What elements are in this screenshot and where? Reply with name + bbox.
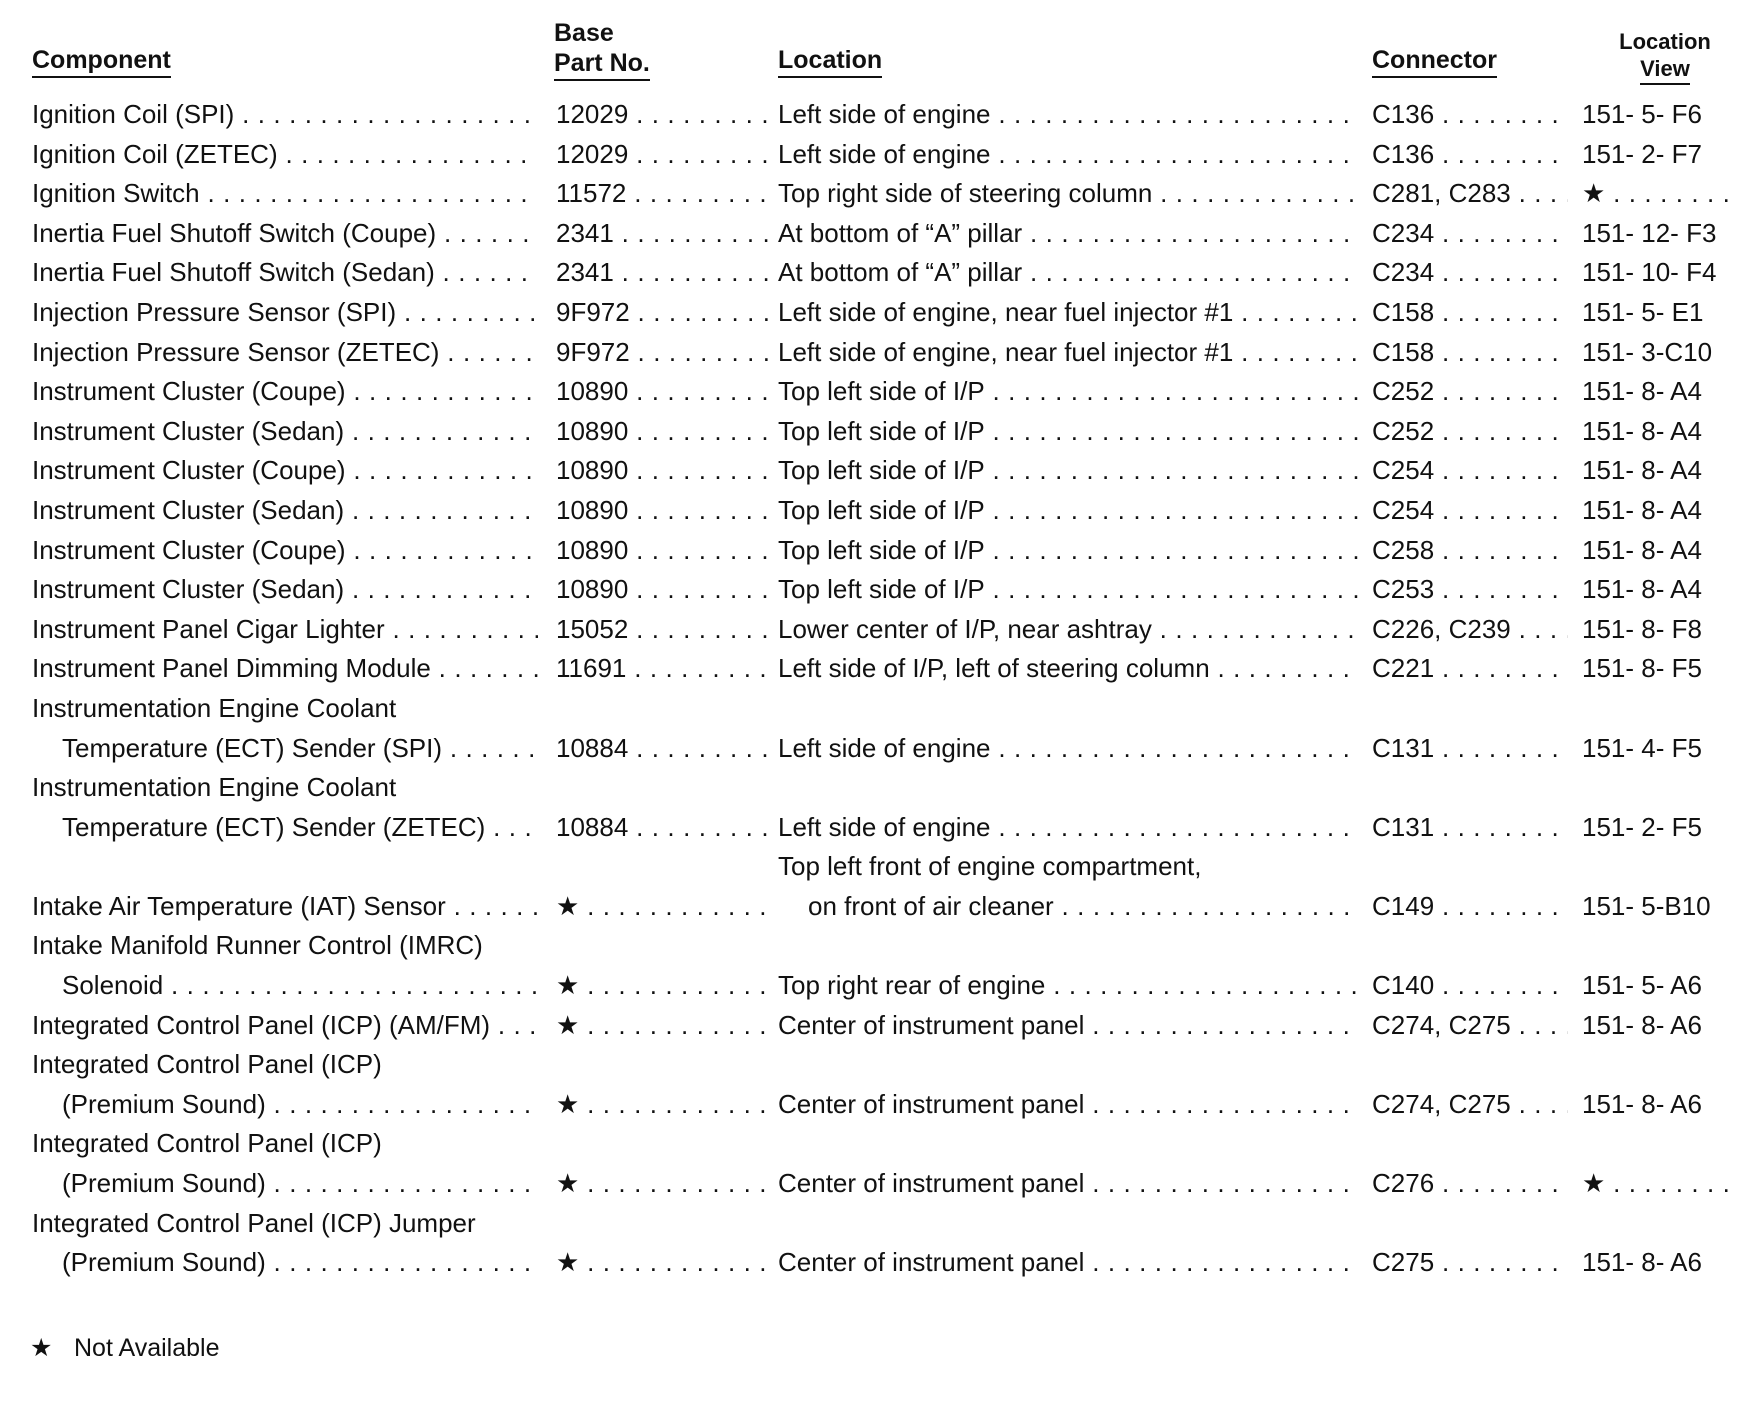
table-row	[0, 887, 1764, 927]
component-name: Instrument Cluster (Sedan) . . .	[32, 570, 538, 610]
component-name: Integrated Control Panel (ICP) (AM/FM) . . .	[32, 1006, 538, 1046]
base-part-number: ★ . . .	[556, 887, 770, 927]
component-name: Injection Pressure Sensor (SPI) . . .	[32, 293, 538, 333]
base-part-number: 9F972 . . .	[556, 293, 770, 333]
table-row-continuation	[0, 1045, 1764, 1085]
component-name: Injection Pressure Sensor (ZETEC) . . .	[32, 333, 538, 373]
header-location-label: Location	[778, 45, 882, 78]
base-part-number: ★ . . .	[556, 1006, 770, 1046]
base-part-number: 11691 . . .	[556, 649, 770, 689]
header-base-part	[554, 18, 650, 81]
connector-id: C158 . . .	[1372, 293, 1568, 333]
table-row	[0, 808, 1764, 848]
location-view: 151- 8- F5	[1582, 653, 1702, 684]
location-view: ★ . . .	[1582, 174, 1732, 214]
table-row-continuation	[0, 1124, 1764, 1164]
table-row	[0, 531, 1764, 571]
location-view: 151- 8- A4	[1582, 376, 1702, 407]
footnote-star-icon: ★	[30, 1334, 53, 1362]
location-view: 151- 8- A6	[1582, 1009, 1702, 1040]
component-name: Ignition Coil (SPI) . . .	[32, 95, 538, 135]
location-text: Top left side of I/P . . .	[778, 491, 1360, 531]
table-row	[0, 372, 1764, 412]
connector-id: C131 . . .	[1372, 729, 1568, 769]
connector-id: C234 . . .	[1372, 253, 1568, 293]
location-text: on front of air cleaner . . .	[808, 887, 1360, 927]
location-text: Top left side of I/P . . .	[778, 451, 1360, 491]
component-name-line1: Integrated Control Panel (ICP)	[32, 1128, 382, 1159]
base-part-number: 2341 . . .	[556, 214, 770, 254]
location-view: 151- 3-C10	[1582, 336, 1713, 367]
base-part-number: ★ . . .	[556, 966, 770, 1006]
table-row	[0, 333, 1764, 373]
connector-id: C226, C239 . . .	[1372, 610, 1568, 650]
base-part-number: 10884 . . .	[556, 808, 770, 848]
location-view: ★ . . .	[1582, 1164, 1732, 1204]
header-base-part-line2: Part No.	[554, 48, 650, 81]
component-name: Instrument Cluster (Sedan) . . .	[32, 412, 538, 452]
location-text: Left side of engine . . .	[778, 729, 1360, 769]
location-view: 151- 4- F5	[1582, 732, 1702, 763]
component-name: (Premium Sound) . . .	[62, 1085, 538, 1125]
location-view: 151- 8- A4	[1582, 574, 1702, 605]
component-name: Instrument Panel Dimming Module . . .	[32, 649, 538, 689]
location-text: Left side of engine . . .	[778, 95, 1360, 135]
table-row	[0, 293, 1764, 333]
header-connector	[1372, 45, 1497, 78]
location-text: Center of instrument panel . . .	[778, 1243, 1360, 1283]
connector-id: C254 . . .	[1372, 491, 1568, 531]
connector-id: C254 . . .	[1372, 451, 1568, 491]
component-name: Instrument Cluster (Coupe) . . .	[32, 372, 538, 412]
header-component	[32, 45, 171, 78]
table-row-continuation	[0, 768, 1764, 808]
component-name-line1: Instrumentation Engine Coolant	[32, 692, 397, 723]
location-text: Left side of engine, near fuel injector #1 . . .	[778, 333, 1360, 373]
connector-id: C253 . . .	[1372, 570, 1568, 610]
component-table	[0, 95, 1764, 1283]
connector-id: C275 . . .	[1372, 1243, 1568, 1283]
base-part-number: ★ . . .	[556, 1085, 770, 1125]
table-row	[0, 135, 1764, 175]
header-location-view	[1600, 28, 1730, 85]
component-name: (Premium Sound) . . .	[62, 1164, 538, 1204]
base-part-number: ★ . . .	[556, 1243, 770, 1283]
table-row	[0, 610, 1764, 650]
header-connector-label: Connector	[1372, 45, 1497, 78]
location-text: Left side of engine . . .	[778, 808, 1360, 848]
connector-id: C274, C275 . . .	[1372, 1006, 1568, 1046]
base-part-number: 12029 . . .	[556, 135, 770, 175]
connector-id: C252 . . .	[1372, 412, 1568, 452]
location-line1: Top left front of engine compartment,	[778, 851, 1202, 882]
base-part-number: ★ . . .	[556, 1164, 770, 1204]
component-name: Inertia Fuel Shutoff Switch (Coupe) . . .	[32, 214, 538, 254]
location-view: 151- 8- F8	[1582, 613, 1702, 644]
connector-id: C136 . . .	[1372, 95, 1568, 135]
connector-id: C258 . . .	[1372, 531, 1568, 571]
component-name: Instrument Cluster (Coupe) . . .	[32, 451, 538, 491]
location-text: Top right rear of engine . . .	[778, 966, 1360, 1006]
location-text: Center of instrument panel . . .	[778, 1085, 1360, 1125]
connector-id: C158 . . .	[1372, 333, 1568, 373]
location-text: Top left side of I/P . . .	[778, 372, 1360, 412]
connector-id: C140 . . .	[1372, 966, 1568, 1006]
component-name: Temperature (ECT) Sender (SPI) . . .	[62, 729, 538, 769]
location-view: 151- 8- A4	[1582, 415, 1702, 446]
header-location-view-line2: View	[1640, 55, 1690, 85]
base-part-number: 10890 . . .	[556, 570, 770, 610]
base-part-number: 12029 . . .	[556, 95, 770, 135]
table-row-continuation	[0, 1204, 1764, 1244]
base-part-number: 2341 . . .	[556, 253, 770, 293]
table-row	[0, 1164, 1764, 1204]
connector-id: C131 . . .	[1372, 808, 1568, 848]
table-row	[0, 966, 1764, 1006]
component-name: Instrument Panel Cigar Lighter . . .	[32, 610, 538, 650]
table-row	[0, 1006, 1764, 1046]
connector-id: C281, C283 . . .	[1372, 174, 1568, 214]
component-name-line1: Intake Manifold Runner Control (IMRC)	[32, 930, 483, 961]
connector-id: C136 . . .	[1372, 135, 1568, 175]
table-row	[0, 174, 1764, 214]
table-row	[0, 95, 1764, 135]
location-text: Top right side of steering column . . .	[778, 174, 1360, 214]
connector-id: C149 . . .	[1372, 887, 1568, 927]
location-text: Left side of engine, near fuel injector #1 . . .	[778, 293, 1360, 333]
table-row	[0, 214, 1764, 254]
connector-id: C252 . . .	[1372, 372, 1568, 412]
component-name: Ignition Switch . . .	[32, 174, 538, 214]
header-component-label: Component	[32, 45, 171, 78]
location-view: 151- 5-B10	[1582, 890, 1711, 921]
header-location	[778, 45, 882, 78]
table-row-continuation	[0, 847, 1764, 887]
location-view: 151- 5- E1	[1582, 296, 1704, 327]
base-part-number: 10890 . . .	[556, 531, 770, 571]
location-view: 151- 5- F6	[1582, 99, 1702, 129]
component-name: Solenoid . . .	[62, 966, 538, 1006]
component-name-line1: Integrated Control Panel (ICP) Jumper	[32, 1207, 476, 1238]
footnote-text: Not Available	[74, 1334, 220, 1362]
location-text: At bottom of “A” pillar . . .	[778, 214, 1360, 254]
location-view: 151- 8- A4	[1582, 534, 1702, 565]
connector-id: C234 . . .	[1372, 214, 1568, 254]
header-base-part-line1: Base	[554, 19, 614, 47]
location-text: Center of instrument panel . . .	[778, 1164, 1360, 1204]
base-part-number: 10890 . . .	[556, 372, 770, 412]
component-name: Temperature (ECT) Sender (ZETEC) . . .	[62, 808, 538, 848]
location-text: At bottom of “A” pillar . . .	[778, 253, 1360, 293]
table-row	[0, 1243, 1764, 1283]
location-text: Center of instrument panel . . .	[778, 1006, 1360, 1046]
component-name: Intake Air Temperature (IAT) Sensor . . .	[32, 887, 538, 927]
location-view: 151- 12- F3	[1582, 217, 1717, 248]
base-part-number: 10884 . . .	[556, 729, 770, 769]
table-row	[0, 649, 1764, 689]
location-view: 151- 8- A4	[1582, 494, 1702, 525]
location-view: 151- 10- F4	[1582, 257, 1717, 288]
table-row-continuation	[0, 926, 1764, 966]
base-part-number: 10890 . . .	[556, 491, 770, 531]
base-part-number: 10890 . . .	[556, 412, 770, 452]
base-part-number: 11572 . . .	[556, 174, 770, 214]
location-view: 151- 5- A6	[1582, 970, 1702, 1001]
table-row	[0, 491, 1764, 531]
component-name-line1: Integrated Control Panel (ICP)	[32, 1049, 382, 1080]
location-view: 151- 8- A4	[1582, 455, 1702, 486]
component-name: (Premium Sound) . . .	[62, 1243, 538, 1283]
location-view: 151- 2- F7	[1582, 138, 1702, 169]
base-part-number: 10890 . . .	[556, 451, 770, 491]
location-text: Top left side of I/P . . .	[778, 412, 1360, 452]
connector-id: C276 . . .	[1372, 1164, 1568, 1204]
location-text: Lower center of I/P, near ashtray . . .	[778, 610, 1360, 650]
component-name: Instrument Cluster (Sedan) . . .	[32, 491, 538, 531]
table-row	[0, 729, 1764, 769]
component-name-line1: Instrumentation Engine Coolant	[32, 772, 397, 803]
location-text: Top left side of I/P . . .	[778, 570, 1360, 610]
table-row	[0, 1085, 1764, 1125]
location-view: 151- 8- A6	[1582, 1247, 1702, 1278]
location-view: 151- 8- A6	[1582, 1088, 1702, 1119]
table-row	[0, 253, 1764, 293]
location-text: Left side of engine . . .	[778, 135, 1360, 175]
table-row	[0, 412, 1764, 452]
connector-id: C221 . . .	[1372, 649, 1568, 689]
table-row-continuation	[0, 689, 1764, 729]
component-name: Inertia Fuel Shutoff Switch (Sedan) . . .	[32, 253, 538, 293]
table-row	[0, 570, 1764, 610]
base-part-number: 15052 . . .	[556, 610, 770, 650]
footnote	[30, 1332, 219, 1364]
component-name: Ignition Coil (ZETEC) . . .	[32, 135, 538, 175]
component-name: Instrument Cluster (Coupe) . . .	[32, 531, 538, 571]
location-text: Left side of I/P, left of steering column . . .	[778, 649, 1360, 689]
base-part-number: 9F972 . . .	[556, 333, 770, 373]
table-row	[0, 451, 1764, 491]
location-view: 151- 2- F5	[1582, 811, 1702, 842]
location-text: Top left side of I/P . . .	[778, 531, 1360, 571]
connector-id: C274, C275 . . .	[1372, 1085, 1568, 1125]
header-location-view-line1: Location	[1619, 29, 1711, 54]
